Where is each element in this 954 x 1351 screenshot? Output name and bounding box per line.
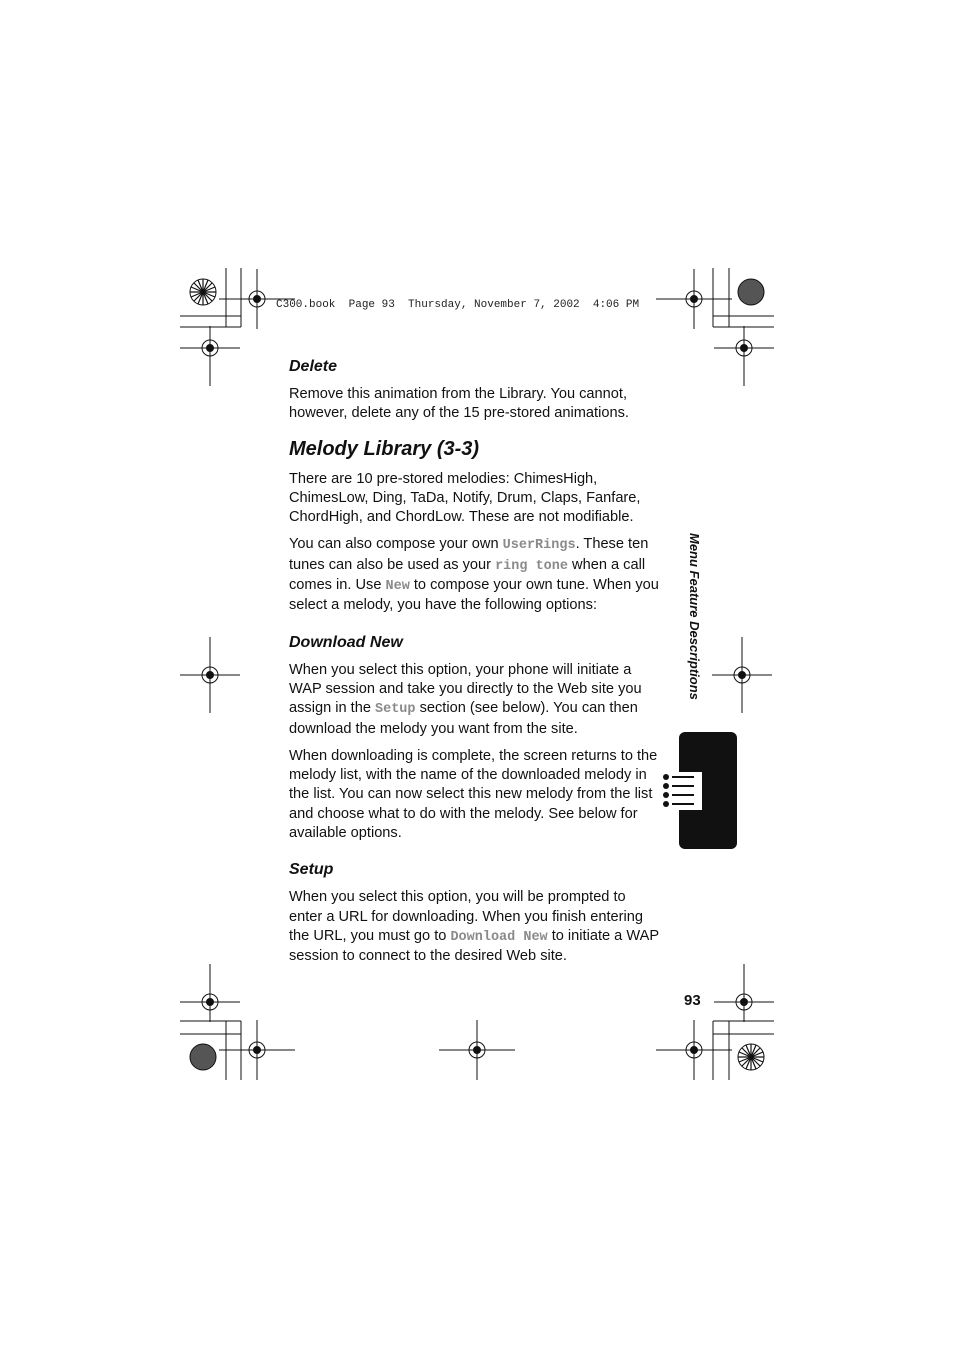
text-run: When you select this option, you will be prompted to enter a URL for downloading. When you finish entering the URL, you must go to: [289, 889, 643, 944]
menu-list-icon: [662, 772, 702, 810]
melody-library-heading: Melody Library (3-3): [289, 437, 480, 460]
text-run: You can also compose your own: [289, 536, 503, 553]
download-new-paragraph-1: [289, 661, 661, 739]
keyword-setup: Setup: [375, 702, 416, 718]
text-run: to compose your own tune. When you select a melody, you have the following options:: [289, 577, 659, 614]
side-label-text: Menu Feature Descriptions: [687, 533, 702, 700]
keyword-download-new: Download New: [450, 929, 548, 945]
delete-heading: Delete: [289, 358, 338, 375]
text-run: to initiate a WAP session to connect to the desired Web site.: [289, 927, 659, 965]
text-run: When you select this option, your phone will initiate a WAP session and take you directly to the Web site you assign in the: [289, 661, 642, 717]
text-run: section (see below). You can then download the melody you want from the site.: [289, 700, 638, 737]
print-header: C300.book Page 93 Thursday, November 7, 2002 4:06 PM: [276, 299, 640, 311]
section-side-label: [686, 533, 708, 723]
text-run: when a call comes in. Use: [289, 556, 646, 594]
delete-body: Remove this animation from the Library. You cannot, however, delete any of the 15 pre-stored animations.: [289, 386, 629, 422]
download-new-paragraph-2: When downloading is complete, the screen returns to the melody list, with the name of the downloaded melody in the list. You can now select this new melody from the list and choose what to do with the melody. See below for available options.: [289, 747, 658, 842]
keyword-new: New: [385, 579, 410, 595]
keyword-ring-tone: ring tone: [495, 558, 568, 574]
download-new-heading: Download New: [289, 633, 403, 651]
melody-library-paragraph-2: [289, 535, 661, 615]
melody-library-paragraph-1: There are 10 pre-stored melodies: ChimesHigh, ChimesLow, Ding, TaDa, Notify, Drum, Claps, Fanfare, ChordHigh, and ChordLow. These are not modifiable.: [289, 470, 641, 526]
setup-paragraph: [289, 888, 661, 966]
page-content: [289, 358, 661, 975]
text-run: . These ten tunes can also be used as your: [289, 536, 649, 573]
setup-heading: Setup: [289, 861, 334, 879]
page-number: 93: [684, 992, 701, 1009]
keyword-userrings: UserRings: [502, 538, 576, 554]
